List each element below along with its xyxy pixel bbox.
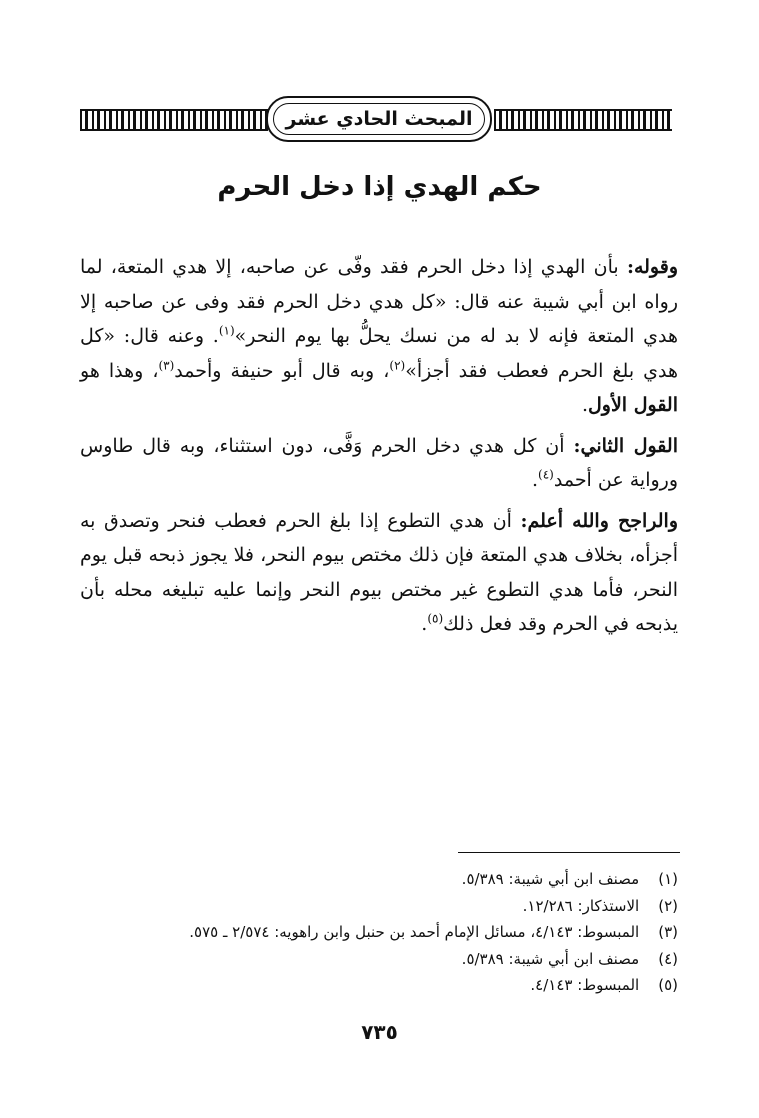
footnote-divider	[458, 852, 680, 853]
footnote-text: المبسوط: ٤/١٤٣، مسائل الإمام أحمد بن حنبل وابن راهويه: ٢/٥٧٤ ـ ٥٧٥.	[189, 923, 640, 941]
paragraph-text: .	[531, 469, 539, 491]
chapter-header	[80, 98, 672, 138]
paragraph-3	[80, 504, 678, 642]
footnote-item	[80, 919, 678, 946]
paragraph-text: ، وهذا هو	[80, 359, 159, 382]
footnote-number: (٣)	[658, 923, 678, 941]
paragraph-lead: وقوله:	[626, 256, 678, 278]
footnote-item	[80, 972, 678, 999]
paragraph-lead: والراجح والله أعلم:	[520, 509, 678, 532]
footnote-ref: (٣)	[158, 358, 175, 373]
footnote-ref: (٤)	[538, 467, 554, 482]
header-ornament-left	[80, 109, 268, 131]
footnote-number: (٥)	[658, 976, 678, 994]
paragraph-text: أن هدي التطوع إذا بلغ الحرم فعطب فنحر وتصدق به أجزأه، بخلاف هدي المتعة فإن ذلك مختص بيوم النحر، فلا يجوز ذبحه قبل يوم النحر، فأما هدي التطوع غير مختص بيوم النحر وإنما عليه تبليغه محله بأن يذبحه في الحرم وقد فعل ذلك	[80, 509, 678, 635]
paragraph-bold-text: القول الأول	[587, 394, 678, 416]
footnotes	[80, 866, 678, 999]
footnote-item	[80, 866, 678, 893]
header-ornament-right	[494, 109, 672, 131]
footnote-item	[80, 893, 678, 920]
paragraph-1	[80, 250, 678, 423]
paragraph-text: ، وبه قال أبو حنيفة وأحمد	[174, 359, 390, 382]
header-cartouche	[266, 96, 492, 142]
footnote-text: مصنف ابن أبي شيبة: ٥/٣٨٩.	[461, 949, 640, 968]
footnote-ref: (٢)	[389, 358, 406, 373]
section-title: حكم الهدي إذا دخل الحرم	[217, 172, 542, 202]
footnote-ref: (٥)	[427, 611, 444, 626]
footnote-item	[80, 946, 678, 973]
footnote-number: (١)	[658, 870, 678, 888]
footnote-number: (٤)	[658, 949, 678, 968]
body-text	[80, 250, 678, 648]
chapter-title: المبحث الحادي عشر	[285, 108, 473, 130]
footnote-text: مصنف ابن أبي شيبة: ٥/٣٨٩.	[461, 870, 640, 888]
footnote-ref: (١)	[218, 323, 235, 338]
page-number: ٧٣٥	[361, 1020, 398, 1044]
paragraph-text: .	[581, 394, 588, 416]
footnote-text: الاستذكار: ١٢/٢٨٦.	[522, 896, 640, 915]
footnote-number: (٢)	[658, 896, 678, 915]
paragraph-text: بأن الهدي إذا دخل الحرم فقد وفّى عن صاحبه، إلا هدي المتعة، لما رواه ابن أبي شيبة عنه قال: «كل هدي دخل الحرم فقد وفى عن صاحبه إلا هدي المتعة فإنه لا بد له من نسك يحلُّ بها يوم النحر»	[80, 256, 678, 347]
paragraph-text: .	[421, 613, 428, 635]
paragraph-text: . وعنه قال: «كل هدي بلغ الحرم فعطب فقد أجزأ»	[80, 325, 678, 382]
paragraph-lead: القول الثاني:	[573, 434, 678, 457]
paragraph-2	[80, 429, 678, 498]
footnote-text: المبسوط: ٤/١٤٣.	[530, 976, 640, 994]
paragraph-text: أن كل هدي دخل الحرم وَفَّى، دون استثناء، وبه قال طاوس ورواية عن أحمد	[80, 434, 678, 491]
